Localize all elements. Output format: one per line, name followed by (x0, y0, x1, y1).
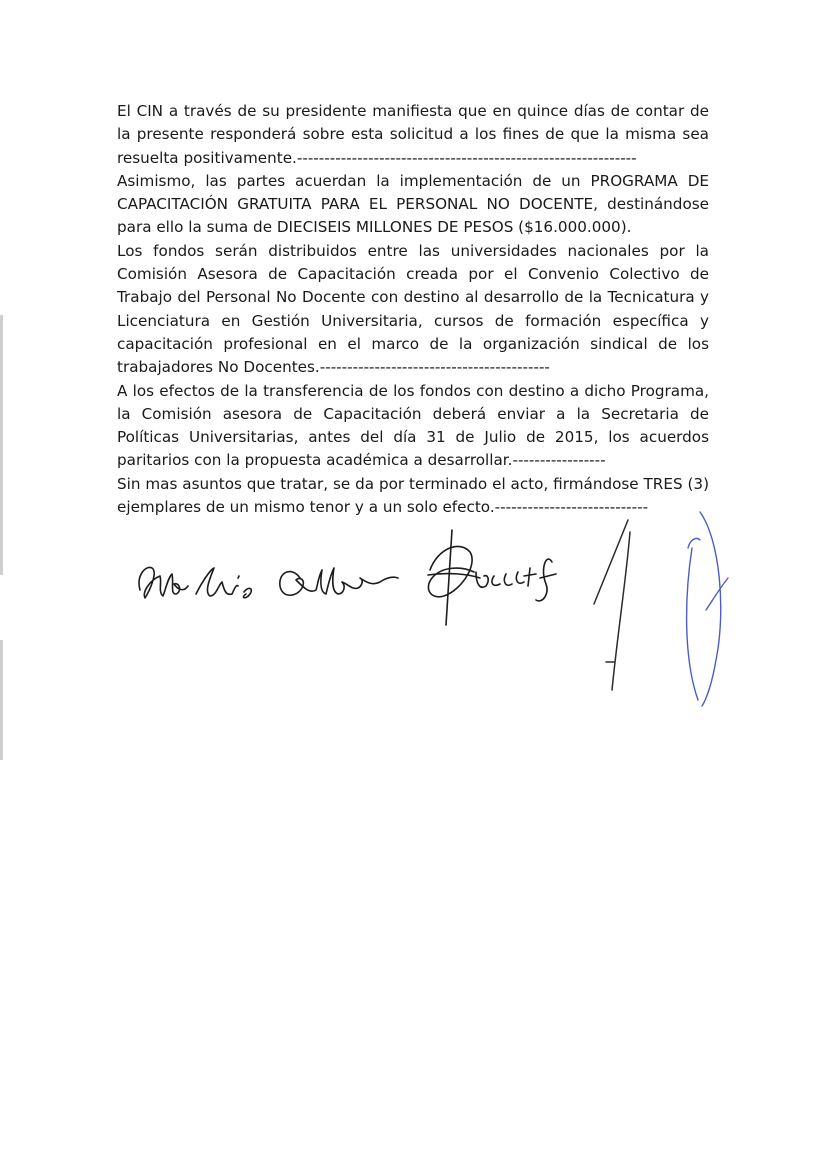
signature-2 (428, 530, 556, 625)
signature-3 (594, 520, 630, 690)
paragraph-cin-response: El CIN a través de su presidente manifiesta que en quince días de contar de la presente responderá sobre esta solicitud a los fines de que la misma sea resuelta positivamente.-------------------------------------------------------------- (117, 102, 709, 167)
signature-1 (139, 567, 398, 598)
paragraph-training-program: Asimismo, las partes acuerdan la implementación de un PROGRAMA DE CAPACITACIÓN GRATUITA PARA EL PERSONAL NO DOCENTE, destinándose para ello la suma de DIECISEIS MILLONES DE PESOS ($16.000.000). (117, 171, 709, 237)
paragraph-closing: Sin mas asuntos que tratar, se da por terminado el acto, firmándose TRES (3) ejemplares de un mismo tenor y a un solo efecto.---------------------------- (117, 474, 709, 517)
paragraph-funds-distribution: Los fondos serán distribuidos entre las universidades nacionales por la Comisión Asesora de Capacitación creada por el Convenio Colectivo de Trabajo del Personal No Docente con destino al desarrollo de la Tecnicatura y Licenciatura en Gestión Universitaria, cursos de formación específica y capacitación profesional en el marco de la organización sindical de los trabajadores No Docentes.------------------------------------------ (117, 241, 709, 377)
signature-4 (687, 512, 728, 706)
paragraph-funds-transfer: A los efectos de la transferencia de los fondos con destino a dicho Programa, la Comisión asesora de Capacitación deberá enviar a la Secretaria de Políticas Universitarias, antes del día 31 de Julio de 2015, los acuerdos paritarios con la propuesta académica a desarrollar.----------------- (117, 381, 709, 470)
